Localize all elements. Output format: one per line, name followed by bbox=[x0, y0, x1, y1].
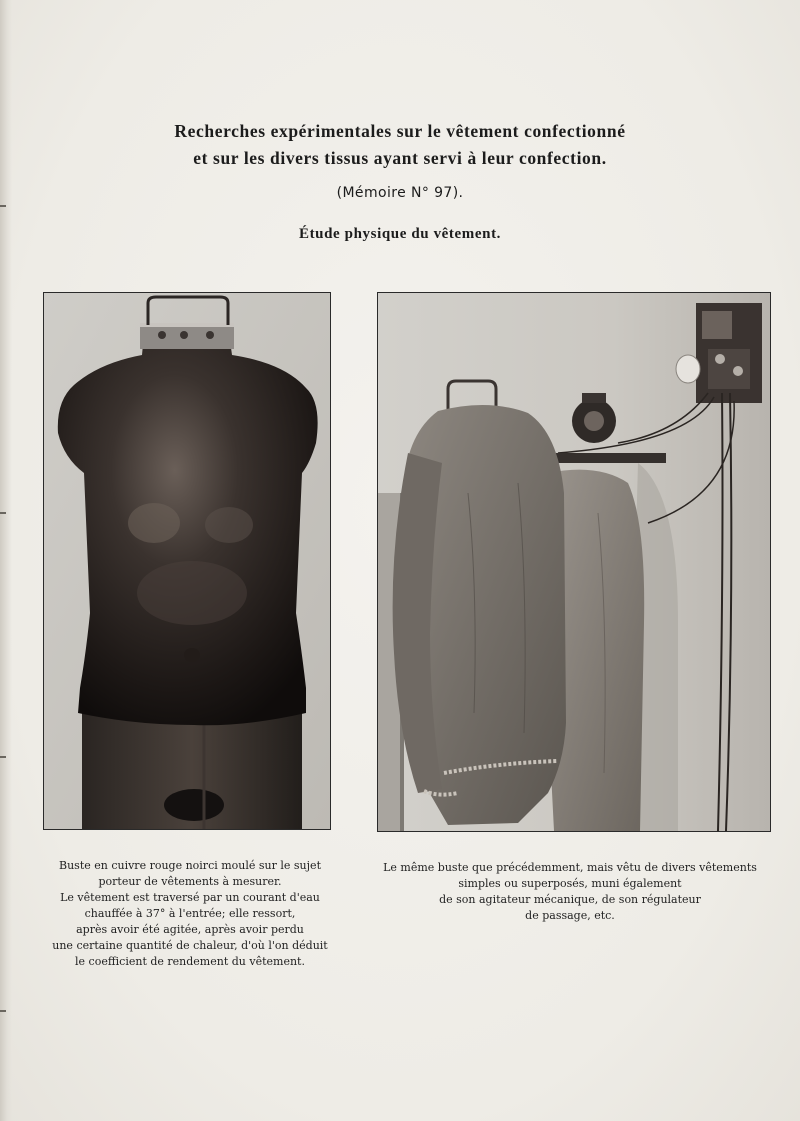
binding-gutter bbox=[0, 0, 12, 1121]
memoire-reference: (Mémoire N° 97). bbox=[336, 185, 464, 201]
caption-line: Le vêtement est traversé par un courant d'eau bbox=[60, 891, 320, 904]
caption-copper-bust bbox=[40, 858, 340, 970]
caption-line: simples ou superposés, muni également bbox=[458, 877, 682, 890]
caption-line: Buste en cuivre rouge noirci moulé sur le sujet bbox=[59, 859, 321, 872]
bust-photo-illustration bbox=[44, 293, 330, 829]
binding-mark bbox=[0, 756, 6, 758]
caption-line: de son agitateur mécanique, de son régulateur bbox=[439, 893, 701, 906]
page-title-line-2: et sur les divers tissus ayant servi à leur confection. bbox=[193, 148, 607, 168]
caption-line: de passage, etc. bbox=[525, 909, 615, 922]
caption-line: le coefficient de rendement du vêtement. bbox=[75, 955, 305, 968]
caption-line: chauffée à 37° à l'entrée; elle ressort, bbox=[84, 907, 296, 920]
binding-mark bbox=[0, 1010, 6, 1012]
section-subtitle: Étude physique du vêtement. bbox=[298, 226, 502, 242]
caption-line: porteur de vêtements à mesurer. bbox=[98, 875, 282, 888]
binding-mark bbox=[0, 205, 6, 207]
photo-dressed-bust bbox=[377, 292, 771, 832]
caption-line: une certaine quantité de chaleur, d'où l'on déduit bbox=[52, 939, 328, 952]
caption-line: Le même buste que précédemment, mais vêtu de divers vêtements bbox=[383, 861, 757, 874]
page-title-line-1: Recherches expérimentales sur le vêtement confectionné bbox=[174, 121, 626, 141]
binding-mark bbox=[0, 512, 6, 514]
photo-copper-bust bbox=[43, 292, 331, 830]
caption-line: après avoir été agitée, après avoir perdu bbox=[76, 923, 304, 936]
caption-dressed-bust bbox=[370, 860, 770, 924]
dressed-bust-photo-illustration bbox=[378, 293, 770, 831]
